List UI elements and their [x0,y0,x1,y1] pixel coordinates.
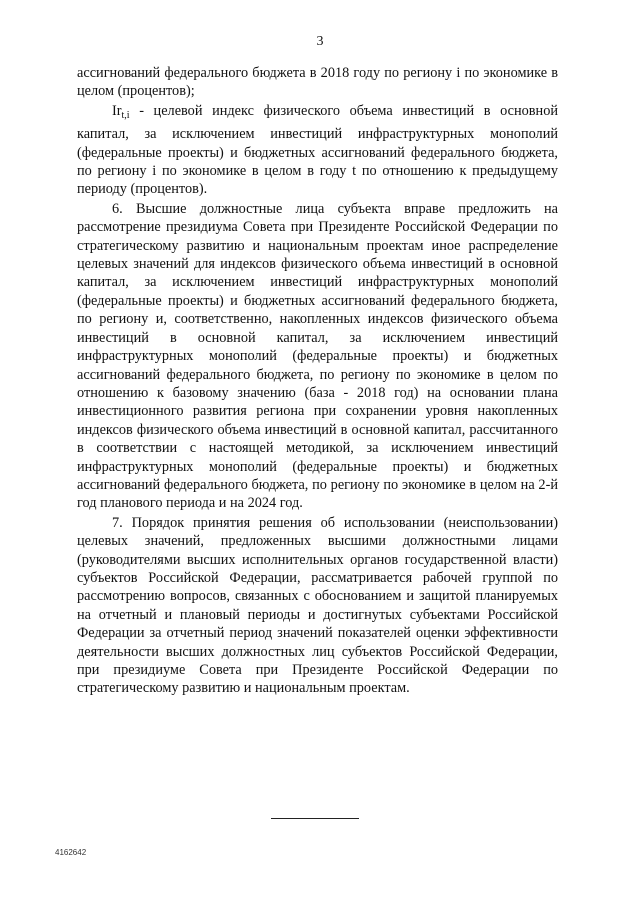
document-body [77,64,558,698]
footer-separator-line [271,818,359,819]
ir-subscript: t,i [121,109,130,121]
paragraph-continuation: ассигнований федерального бюджета в 2018 году по региону i по экономике в целом (процентов); [77,65,558,100]
paragraph-6: 6. Высшие должностные лица субъекта вправе предложить на рассмотрение президиума Совета при Президенте Российской Федерации по стратегическому развитию и национальным проектам иное распределение целевых значений для индексов физического объема инвестиций в основной капитал, за исключением инвестиций инфраструктурных монополий (федеральные проекты) и бюджетных ассигнований федерального бюджета, по региону и, соответственно, накопленных индексов физического объема инвестиций в основной капитал, за исключением инвестиций инфраструктурных монополий (федеральные проекты) и бюджетных ассигнований федерального бюджета, по региону по экономике в целом по отношению к базовому значению (база - 2018 год) на основании плана инвестиционного развития региона при сохранении уровня накопленных индексов физического объема инвестиций в основной капитал, рассчитанного в соответствии с настоящей методикой, за исключением инвестиций инфраструктурных монополий (федеральные проекты) и бюджетных ассигнований федерального бюджета, по региону по экономике в целом на 2-й год планового периода и на 2024 год. [77,200,558,512]
ir-definition-text: - целевой индекс физического объема инвестиций в основной капитал, за исключением инвестиций инфраструктурных монополий (федеральные проекты) и бюджетных ассигнований федерального бюджета, по региону i по экономике в целом в году t по отношению к предыдущему периоду (процентов). [77,102,558,198]
ir-variable: Ir [112,102,122,119]
paragraph-ir-definition [77,102,558,199]
page-number: 3 [316,34,324,49]
document-code: 4162642 [55,848,87,857]
paragraph-7: 7. Порядок принятия решения об использовании (неиспользовании) целевых значений, предложенных высшими должностными лицами (руководителями высших исполнительных органов государственной власти) субъектов Российской Федерации, рассматривается рабочей группой по рассмотрению вопросов, связанных с обоснованием и защитой планируемых на отчетный и плановый периоды и достигнутых субъектами Российской Федерации за отчетный период значений показателей оценки эффективности деятельности высших должностных лиц субъектов Российской Федерации, при президиуме Совета при Президенте Российской Федерации по стратегическому развитию и национальным проектам. [77,514,558,697]
